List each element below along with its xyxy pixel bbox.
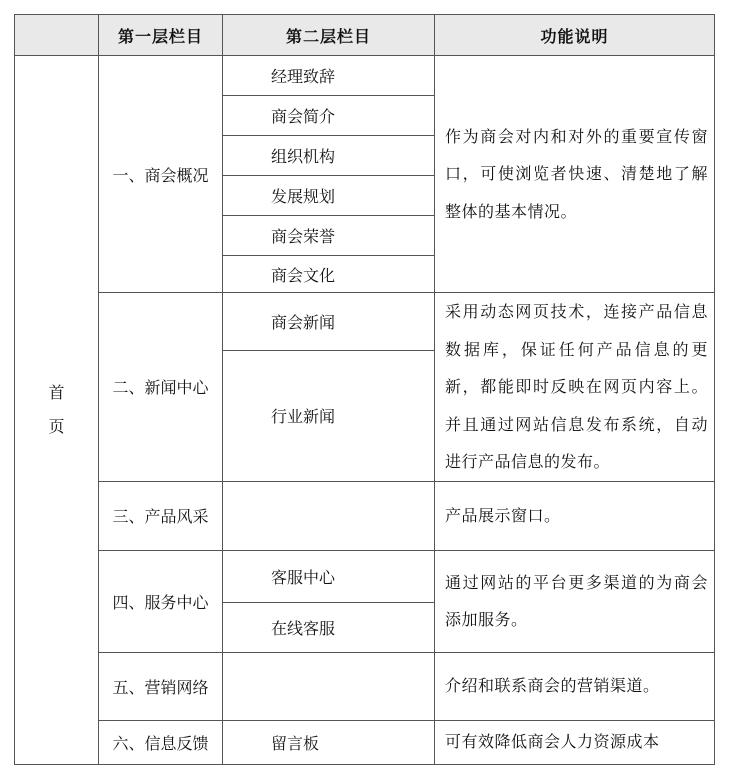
first-level-cell: 六、信息反馈 [99,720,223,764]
home-char-1: 首 [48,382,65,402]
first-level-cell: 一、商会概况 [99,56,223,293]
home-char-2: 页 [48,416,65,436]
table-row [15,481,715,550]
header-row [15,15,715,56]
table-row [15,293,715,351]
first-level-cell: 三、产品风采 [99,481,223,550]
home-cell [15,56,99,765]
second-level-cell: 商会文化 [223,256,435,293]
second-level-cell: 行业新闻 [223,351,435,481]
second-level-cell-empty [223,652,435,720]
header-function: 功能说明 [435,15,715,56]
table-row [15,652,715,720]
second-level-cell: 经理致辞 [223,56,435,96]
second-level-cell: 组织机构 [223,136,435,176]
first-level-cell: 四、服务中心 [99,550,223,652]
first-level-cell: 二、新闻中心 [99,293,223,482]
table-row [15,550,715,602]
header-second-level: 第二层栏目 [223,15,435,56]
second-level-cell: 留言板 [223,720,435,764]
second-level-cell: 在线客服 [223,602,435,652]
function-desc-cell: 介绍和联系商会的营销渠道。 [435,652,715,720]
function-desc-cell: 可有效降低商会人力资源成本 [435,720,715,764]
second-level-cell-empty [223,481,435,550]
header-blank-cell [15,15,99,56]
second-level-cell: 发展规划 [223,176,435,216]
second-level-cell: 客服中心 [223,550,435,602]
second-level-cell: 商会新闻 [223,293,435,351]
table-row [15,720,715,764]
function-desc-cell: 作为商会对内和对外的重要宣传窗口，可使浏览者快速、清楚地了解整体的基本情况。 [435,56,715,293]
header-first-level: 第一层栏目 [99,15,223,56]
first-level-cell: 五、营销网络 [99,652,223,720]
function-desc-cell: 产品展示窗口。 [435,481,715,550]
site-structure-table [14,14,715,765]
second-level-cell: 商会荣誉 [223,216,435,256]
second-level-cell: 商会简介 [223,96,435,136]
table-row [15,56,715,96]
function-desc-cell: 采用动态网页技术，连接产品信息数据库，保证任何产品信息的更新，都能即时反映在网页内容上。并且通过网站信息发布系统，自动进行产品信息的发布。 [435,293,715,482]
function-desc-cell: 通过网站的平台更多渠道的为商会添加服务。 [435,550,715,652]
